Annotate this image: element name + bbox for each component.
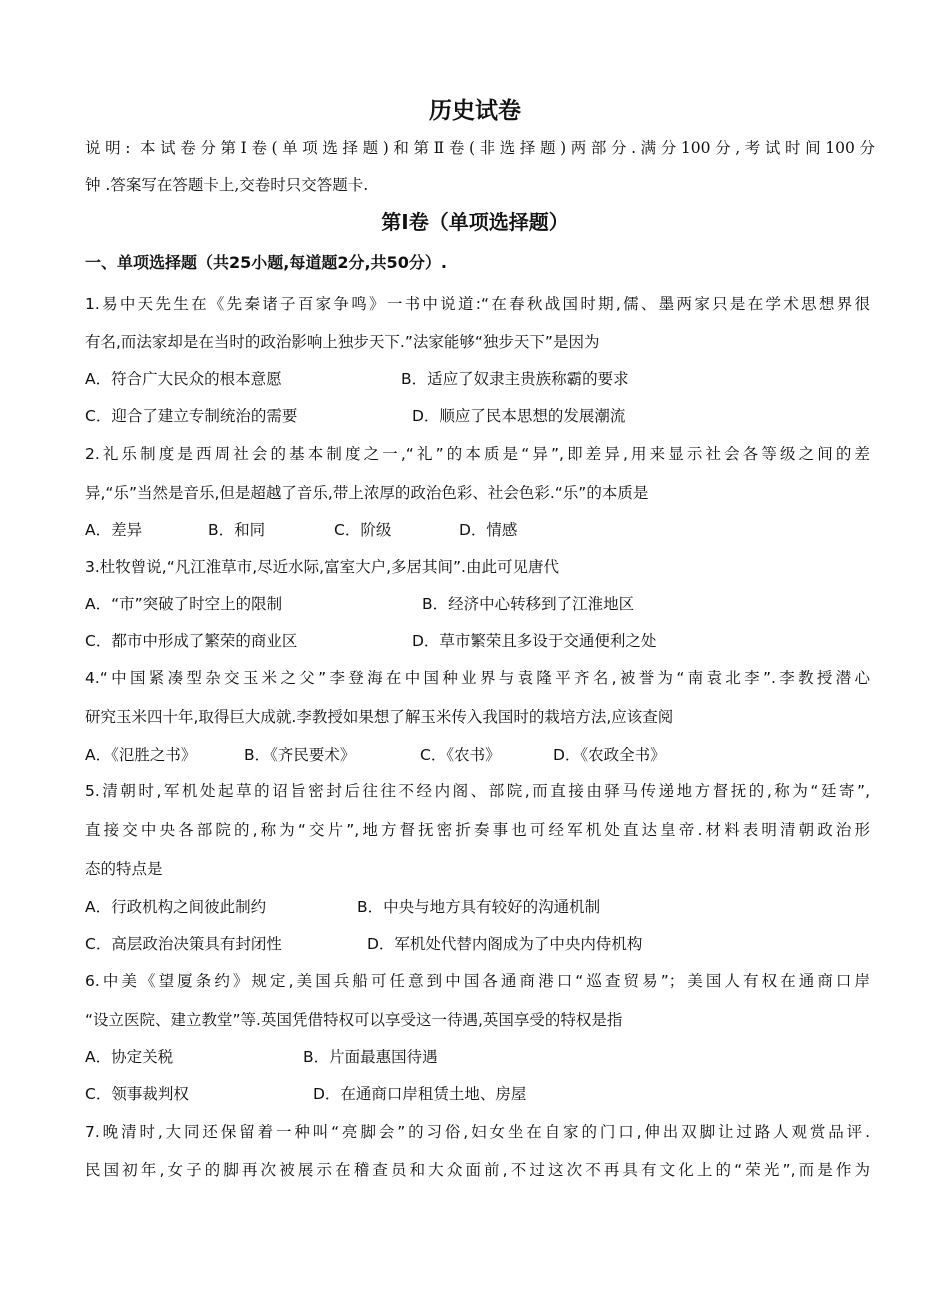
question-5-line-2: 直接交中央各部院的,称为“交片”,地方督抚密折奏事也可经军机处直达皇帝.材料表明清朝政治形 xyxy=(85,821,870,839)
question-2-option-b: B．和同 xyxy=(208,521,266,539)
question-1-option-d: D．顺应了民本思想的发展潮流 xyxy=(412,407,626,425)
question-2-option-a: A．差异 xyxy=(85,521,143,539)
question-2-line-2: 异,“乐”当然是音乐,但是超越了音乐,带上浓厚的政治色彩、社会色彩.“乐”的本质是 xyxy=(85,484,649,502)
question-4-option-c: C．《农书》 xyxy=(420,746,501,764)
question-3-option-c: C．都市中形成了繁荣的商业区 xyxy=(85,632,298,650)
question-2-option-d: D．情感 xyxy=(459,521,518,539)
question-1-line-2: 有名,而法家却是在当时的政治影响上独步天下.”法家能够“独步天下”是因为 xyxy=(85,333,600,351)
question-4-option-b: B．《齐民要术》 xyxy=(244,746,356,764)
question-3-option-d: D．草市繁荣且多设于交通便利之处 xyxy=(412,632,657,650)
question-4-option-a: A．《氾胜之书》 xyxy=(85,746,197,764)
question-2-line-1: 2.礼乐制度是西周社会的基本制度之一,“礼”的本质是“异”,即差异,用来显示社会各等级之间的差 xyxy=(85,445,870,463)
question-6-option-d: D．在通商口岸租赁土地、房屋 xyxy=(313,1085,527,1103)
question-1-option-c: C．迎合了建立专制统治的需要 xyxy=(85,407,298,425)
question-3-line-1: 3.杜牧曾说,“凡江淮草市,尽近水际,富室大户,多居其间”.由此可见唐代 xyxy=(85,558,559,576)
intro-line-1: 说明: 本试卷分第Ⅰ卷(单项选择题)和第Ⅱ卷(非选择题)两部分.满分100分,考试时间100分 xyxy=(85,139,875,157)
question-4-line-2: 研究玉米四十年,取得巨大成就.李教授如果想了解玉米传入我国时的栽培方法,应该查阅 xyxy=(85,708,674,726)
question-7-line-1: 7.晚清时,大同还保留着一种叫“亮脚会”的习俗,妇女坐在自家的门口,伸出双脚让过路人观赏品评. xyxy=(85,1123,870,1141)
question-4-line-1: 4.“中国紧凑型杂交玉米之父”李登海在中国种业界与袁隆平齐名,被誉为“南袁北李”.李教授潜心 xyxy=(85,669,870,687)
question-1-option-a: A．符合广大民众的根本意愿 xyxy=(85,370,282,388)
question-6-line-1: 6.中美《望厦条约》规定,美国兵船可任意到中国各通商港口“巡查贸易”；美国人有权在通商口岸 xyxy=(85,972,870,990)
question-2-option-c: C．阶级 xyxy=(334,521,392,539)
question-1-line-1: 1.易中天先生在《先秦诸子百家争鸣》一书中说道:“在春秋战国时期,儒、墨两家只是在学术思想界很 xyxy=(85,295,870,313)
question-5-option-c: C．高层政治决策具有封闭性 xyxy=(85,935,282,953)
question-5-line-3: 态的特点是 xyxy=(85,860,163,878)
question-3-option-a: A．“市”突破了时空上的限制 xyxy=(85,595,283,613)
part-heading: 一、单项选择题（共25小题,每道题2分,共50分）. xyxy=(85,253,447,272)
question-1-option-b: B．适应了奴隶主贵族称霸的要求 xyxy=(401,370,629,388)
section-title: 第Ⅰ卷（单项选择题） xyxy=(381,210,569,234)
question-5-option-a: A．行政机构之间彼此制约 xyxy=(85,898,267,916)
page-title: 历史试卷 xyxy=(429,97,521,124)
question-5-line-1: 5.清朝时,军机处起草的诏旨密封后往往不经内阁、部院,而直接由驿马传递地方督抚的,称为“廷寄”, xyxy=(85,782,870,800)
question-3-option-b: B．经济中心转移到了江淮地区 xyxy=(422,595,635,613)
question-5-option-b: B．中央与地方具有较好的沟通机制 xyxy=(357,898,601,916)
question-6-option-b: B．片面最惠国待遇 xyxy=(303,1048,438,1066)
question-6-option-c: C．领事裁判权 xyxy=(85,1085,189,1103)
question-5-option-d: D．军机处代替内阁成为了中央内侍机构 xyxy=(367,935,643,953)
intro-line-2: 钟 .答案写在答题卡上,交卷时只交答题卡. xyxy=(85,176,369,194)
question-4-option-d: D．《农政全书》 xyxy=(553,746,666,764)
question-6-line-2: “设立医院、建立教堂”等.英国凭借特权可以享受这一待遇,英国享受的特权是指 xyxy=(85,1011,623,1029)
question-6-option-a: A．协定关税 xyxy=(85,1048,174,1066)
question-7-line-2: 民国初年,女子的脚再次被展示在稽查员和大众面前,不过这次不再具有文化上的“荣光”,而是作为 xyxy=(85,1161,870,1179)
